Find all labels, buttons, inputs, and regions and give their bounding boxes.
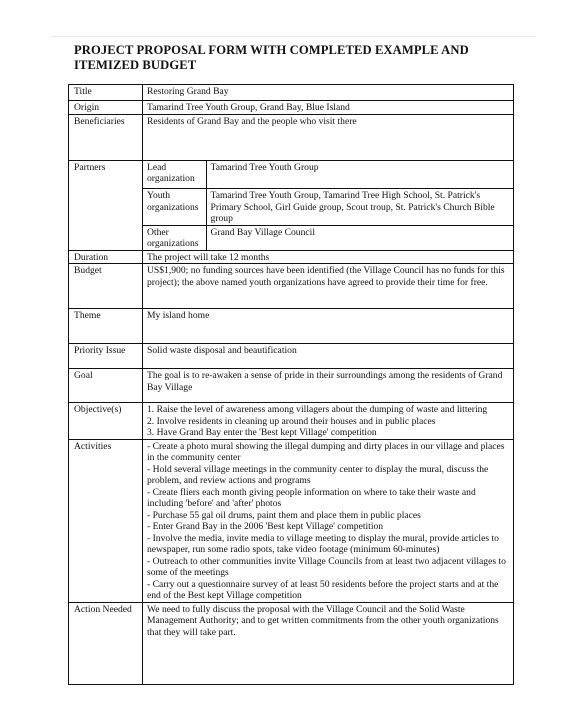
value-budget: US$1,900; no funding sources have been identified (the Village Council has no funds for this project); the above named youth organizations have agreed to provide their time for free. xyxy=(143,264,514,309)
label-action-needed: Action Needed xyxy=(69,602,143,684)
value-theme: My island home xyxy=(143,309,514,344)
label-partners: Partners xyxy=(69,160,143,250)
row-beneficiaries xyxy=(69,114,514,160)
value-objectives xyxy=(143,403,514,440)
partner-type-youth: Youth organizations xyxy=(143,189,206,226)
row-origin xyxy=(69,101,514,115)
activity-item: - Enter Grand Bay in the 2006 'Best kept Village' competition xyxy=(147,521,384,532)
page-top-rule xyxy=(50,36,536,37)
row-theme xyxy=(69,309,514,344)
label-activities: Activities xyxy=(69,439,143,602)
value-title: Restoring Grand Bay xyxy=(143,85,514,101)
document-title-line-2: ITEMIZED BUDGET xyxy=(74,58,197,72)
objective-item: 1. Raise the level of awareness among villagers about the dumping of waste and littering xyxy=(147,404,488,415)
value-activities xyxy=(143,439,514,602)
label-theme: Theme xyxy=(69,309,143,344)
activity-item: - Create fliers each month giving people information on where to take their waste and including 'before' and 'after' photos xyxy=(147,486,476,509)
document-title xyxy=(74,43,514,73)
row-title xyxy=(69,85,514,101)
row-partners xyxy=(69,160,514,250)
value-priority-issue: Solid waste disposal and beautification xyxy=(143,344,514,369)
objective-item: 3. Have Grand Bay enter the 'Best kept Village' competition xyxy=(147,427,377,438)
label-origin: Origin xyxy=(69,101,143,115)
partners-table xyxy=(143,161,513,250)
proposal-form-table xyxy=(68,84,514,685)
label-title: Title xyxy=(69,85,143,101)
partner-type-other: Other organizations xyxy=(143,225,206,250)
label-budget: Budget xyxy=(69,264,143,309)
partner-value-youth: Tamarind Tree Youth Group, Tamarind Tree High School, St. Patrick's Primary School, Girl Guide group, Scout troup, St. Patrick's Church Bible group xyxy=(206,189,513,226)
row-budget xyxy=(69,264,514,309)
label-objectives: Objective(s) xyxy=(69,403,143,440)
activity-item: - Create a photo mural showing the illegal dumping and dirty places in our village and places in the community center xyxy=(147,440,505,463)
row-goal xyxy=(69,369,514,403)
partners-cell xyxy=(143,160,514,250)
activity-item: - Carry out a questionnaire survey of at least 50 residents before the project starts and at the end of the Best kept Village competition xyxy=(147,578,499,601)
partner-row-youth xyxy=(143,189,513,226)
activity-item: - Involve the media, invite media to village meeting to display the mural, provide articles to newspaper, run some radio spots, take video footage (minimum 60-minutes) xyxy=(147,532,499,555)
value-action-needed: We need to fully discuss the proposal with the Village Council and the Solid Waste Management Authority; and to get written commitments from the other youth organizations that they will take part. xyxy=(143,602,514,684)
value-origin: Tamarind Tree Youth Group, Grand Bay, Blue Island xyxy=(143,101,514,115)
label-beneficiaries: Beneficiaries xyxy=(69,114,143,160)
document-title-line-1: PROJECT PROPOSAL FORM WITH COMPLETED EXAMPLE AND xyxy=(74,43,469,57)
partner-value-lead: Tamarind Tree Youth Group xyxy=(206,161,513,189)
activity-item: - Purchase 55 gal oil drums, paint them and place them in public places xyxy=(147,509,421,521)
value-goal: The goal is to re-awaken a sense of pride in their surroundings among the residents of Grand Bay Village xyxy=(143,369,514,403)
row-objectives xyxy=(69,403,514,440)
label-goal: Goal xyxy=(69,369,143,403)
objective-item: 2. Involve residents in cleaning up around their houses and in public places xyxy=(147,415,436,427)
partner-value-other: Grand Bay Village Council xyxy=(206,225,513,250)
partner-type-lead: Lead organization xyxy=(143,161,206,189)
partner-row-other xyxy=(143,225,513,250)
row-activities xyxy=(69,439,514,602)
activity-item: - Outreach to other communities invite Village Councils from at least two adjacent villages to some of the meetings xyxy=(147,555,506,578)
value-beneficiaries: Residents of Grand Bay and the people who visit there xyxy=(143,114,514,160)
label-priority-issue: Priority Issue xyxy=(69,344,143,369)
label-duration: Duration xyxy=(69,250,143,264)
activity-item: - Hold several village meetings in the community center to display the mural, discuss the problem, and review actions and programs xyxy=(147,463,489,486)
partner-row-lead xyxy=(143,161,513,189)
row-action-needed xyxy=(69,602,514,684)
row-priority-issue xyxy=(69,344,514,369)
row-duration xyxy=(69,250,514,264)
value-duration: The project will take 12 months xyxy=(143,250,514,264)
